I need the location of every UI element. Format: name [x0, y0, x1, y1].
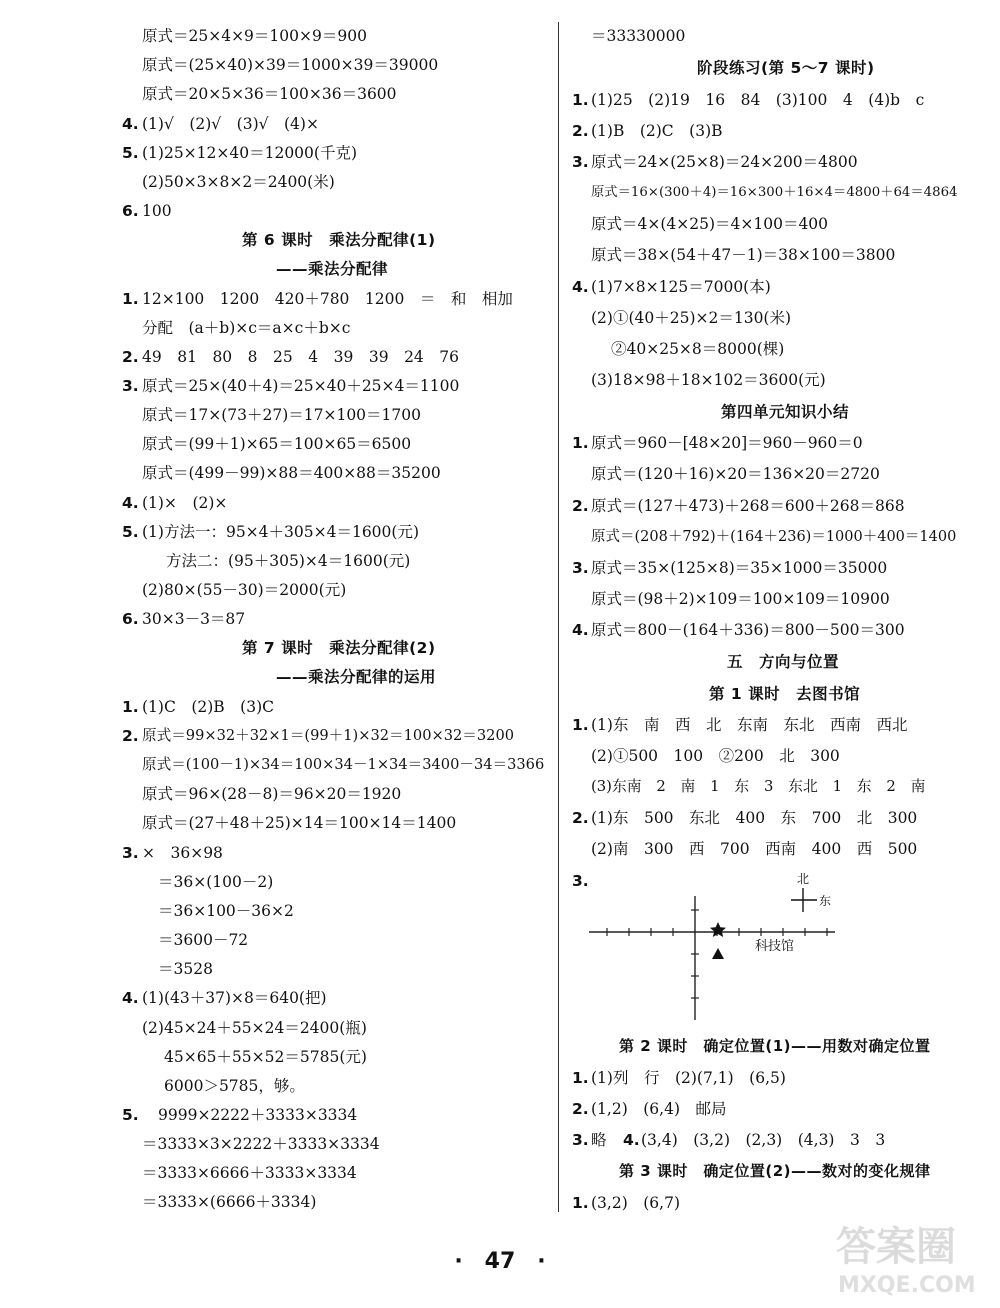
question-number: 1.: [572, 716, 589, 734]
section-heading: 五 方向与位置: [727, 653, 840, 671]
answer-line: 原式＝(98＋2)×109＝100×109＝10900: [591, 590, 890, 608]
question-number: 4.: [122, 115, 139, 133]
question-number: 3.: [122, 844, 139, 862]
answer-line: 方法二：(95＋305)×4＝1600(元): [166, 552, 411, 570]
question-number: 6.: [122, 202, 139, 220]
question-number: 3.: [572, 153, 589, 171]
answer-line: (3)18×98＋18×102＝3600(元): [591, 371, 826, 389]
question-number: 3.: [572, 559, 589, 577]
answer-line: 49 81 80 8 25 4 39 39 24 76: [142, 348, 460, 366]
answer-line: 原式＝17×(73＋27)＝17×100＝1700: [142, 406, 421, 424]
answer-line: (3)东南 2 南 1 东 3 东北 1 东 2 南: [591, 778, 926, 795]
answer-line: (1)东 南 西 北 东南 东北 西南 西北: [591, 716, 908, 734]
answer-line: (1)(43＋37)×8＝640(把): [142, 989, 327, 1007]
answer-line: (2)50×3×8×2＝2400(米): [142, 173, 335, 191]
answer-line: 分配 (a＋b)×c＝a×c＋b×c: [142, 319, 351, 337]
answer-line: ＝3333×6666＋3333×3334: [142, 1164, 357, 1182]
question-number: 4.: [572, 621, 589, 639]
answer-line: (1)B (2)C (3)B: [591, 122, 723, 140]
answer-line: 略: [591, 1131, 607, 1149]
question-number: 5.: [122, 1106, 139, 1124]
answer-line: 原式＝25×4×9＝100×9＝900: [142, 27, 367, 45]
section-subheading: ——乘法分配律: [276, 260, 389, 278]
question-number: 1.: [572, 91, 589, 109]
section-heading: 第 6 课时 乘法分配律(1): [242, 231, 436, 249]
compass-east-label: 东: [819, 894, 832, 908]
page-number: · 47 ·: [454, 1249, 546, 1274]
question-number: 1.: [122, 698, 139, 716]
answer-line: 原式＝(208＋792)＋(164＋236)＝1000＋400＝1400: [591, 529, 957, 545]
answer-line: 原式＝99×32＋32×1＝(99＋1)×32＝100×32＝3200: [142, 727, 515, 744]
watermark-title: 答案圈: [836, 1224, 956, 1270]
answer-line: 12×100 1200 420＋780 1200 ＝ 和 相加: [142, 290, 513, 308]
section-subheading: ——乘法分配律的运用: [276, 668, 437, 686]
triangle-marker-icon: [712, 948, 724, 959]
answer-line: (1)× (2)×: [142, 494, 228, 512]
answer-line: ＝3333×(6666＋3334): [142, 1193, 317, 1211]
answer-line: ＝3600－72: [158, 931, 249, 949]
answer-line: (1,2) (6,4) 邮局: [591, 1100, 727, 1118]
section-heading: 第四单元知识小结: [721, 403, 850, 421]
answer-line: (3,4) (3,2) (2,3) (4,3) 3 3: [641, 1131, 886, 1149]
answer-line: 原式＝(120＋16)×20＝136×20＝2720: [591, 465, 880, 483]
answer-line: 原式＝96×(28－8)＝96×20＝1920: [142, 785, 402, 803]
answer-line: (2)南 300 西 700 西南 400 西 500: [591, 840, 918, 858]
section-heading: 第 7 课时 乘法分配律(2): [242, 639, 436, 657]
answer-line: ＝36×(100－2): [158, 873, 274, 891]
answer-line: (2)80×(55－30)＝2000(元): [142, 581, 347, 599]
answer-line: (1)列 行 (2)(7,1) (6,5): [591, 1069, 786, 1087]
question-number: 2.: [572, 497, 589, 515]
answer-line: 原式＝4×(4×25)＝4×100＝400: [591, 215, 829, 233]
answer-line: 原式＝(499－99)×88＝400×88＝35200: [142, 464, 441, 482]
question-number: 5.: [122, 523, 139, 541]
answer-line: ＝33330000: [591, 27, 686, 45]
question-number: 5.: [122, 144, 139, 162]
answer-line: 原式＝24×(25×8)＝24×200＝4800: [591, 153, 858, 171]
question-number: 3.: [122, 377, 139, 395]
question-number: 4.: [623, 1131, 640, 1149]
question-number: 2.: [572, 809, 589, 827]
answer-line: 100: [142, 202, 172, 220]
answer-line: ＝3333×3×2222＋3333×3334: [142, 1135, 380, 1153]
question-number: 2.: [572, 1100, 589, 1118]
answer-line: 原式＝38×(54＋47－1)＝38×100＝3800: [591, 246, 896, 264]
answer-line: 原式＝(99＋1)×65＝100×65＝6500: [142, 435, 412, 453]
question-number: 2.: [572, 122, 589, 140]
answer-line: (1)7×8×125＝7000(本): [591, 278, 771, 296]
answer-line: ＝3528: [158, 960, 213, 978]
answer-line: (2)①500 100 ②200 北 300: [591, 747, 840, 765]
answer-line: (2)①(40＋25)×2＝130(米): [591, 309, 792, 327]
answer-line: (1)C (2)B (3)C: [142, 698, 274, 716]
axis-lines: [589, 896, 835, 1020]
science-museum-label: 科技馆: [755, 939, 795, 954]
question-number: 1.: [572, 1069, 589, 1087]
section-heading: 第 3 课时 确定位置(2)——数对的变化规律: [619, 1162, 931, 1180]
answer-line: (3,2) (6,7): [591, 1194, 680, 1212]
answer-line: (1)方法一：95×4＋305×4＝1600(元): [142, 523, 420, 541]
column-divider: [558, 22, 559, 1212]
answer-line: 原式＝(100－1)×34＝100×34－1×34＝3400－34＝3366: [142, 756, 545, 773]
question-number: 4.: [122, 989, 139, 1007]
answer-line: × 36×98: [142, 844, 223, 862]
answer-line: 45×65＋55×52＝5785(元): [164, 1048, 367, 1066]
section-heading: 第 2 课时 确定位置(1)——用数对确定位置: [619, 1037, 931, 1055]
direction-diagram: [585, 870, 855, 1030]
question-number: 3.: [572, 872, 589, 890]
answer-line: 原式＝(27＋48＋25)×14＝100×14＝1400: [142, 814, 457, 832]
answer-line: 原式＝16×(300＋4)＝16×300＋16×4＝4800＋64＝4864: [591, 185, 958, 200]
answer-line: ＝36×100－36×2: [158, 902, 294, 920]
question-number: 1.: [572, 434, 589, 452]
answer-line: 原式＝25×(40＋4)＝25×40＋25×4＝1100: [142, 377, 460, 395]
question-number: 4.: [122, 494, 139, 512]
answer-line: 30×3－3＝87: [142, 610, 246, 628]
section-heading: 阶段练习(第 5～7 课时): [697, 59, 875, 77]
answer-line: 原式＝20×5×36＝100×36＝3600: [142, 85, 397, 103]
answer-line: 6000＞5785，够。: [164, 1077, 305, 1095]
answer-line: 原式＝35×(125×8)＝35×1000＝35000: [591, 559, 888, 577]
watermark-site: MXQE.COM: [838, 1273, 976, 1298]
question-number: 3.: [572, 1131, 589, 1149]
answer-line: (1)√ (2)√ (3)√ (4)×: [142, 115, 319, 133]
answer-line: 原式＝(127＋473)＋268＝600＋268＝868: [591, 497, 905, 515]
watermark-logo: [830, 1212, 990, 1302]
answer-line: 9999×2222＋3333×3334: [158, 1106, 358, 1124]
question-number: 4.: [572, 278, 589, 296]
answer-line: (2)45×24＋55×24＝2400(瓶): [142, 1019, 367, 1037]
answer-line: ②40×25×8＝8000(棵): [611, 340, 785, 358]
answer-line: 原式＝800－(164＋336)＝800－500＝300: [591, 621, 905, 639]
answer-line: (1)25 (2)19 16 84 (3)100 4 (4)b c: [591, 91, 925, 109]
compass-north-label: 北: [797, 872, 810, 886]
answer-line: 原式＝(25×40)×39＝1000×39＝39000: [142, 56, 439, 74]
question-number: 6.: [122, 610, 139, 628]
answer-line: (1)25×12×40＝12000(千克): [142, 144, 358, 162]
answer-line: 原式＝960－[48×20]＝960－960＝0: [591, 434, 863, 452]
question-number: 1.: [122, 290, 139, 308]
section-subheading: 第 1 课时 去图书馆: [709, 685, 861, 703]
question-number: 2.: [122, 348, 139, 366]
question-number: 1.: [572, 1194, 589, 1212]
star-marker-icon: [710, 922, 726, 937]
question-number: 2.: [122, 727, 139, 745]
compass-icon: [791, 888, 817, 912]
answer-line: (1)东 500 东北 400 东 700 北 300: [591, 809, 918, 827]
